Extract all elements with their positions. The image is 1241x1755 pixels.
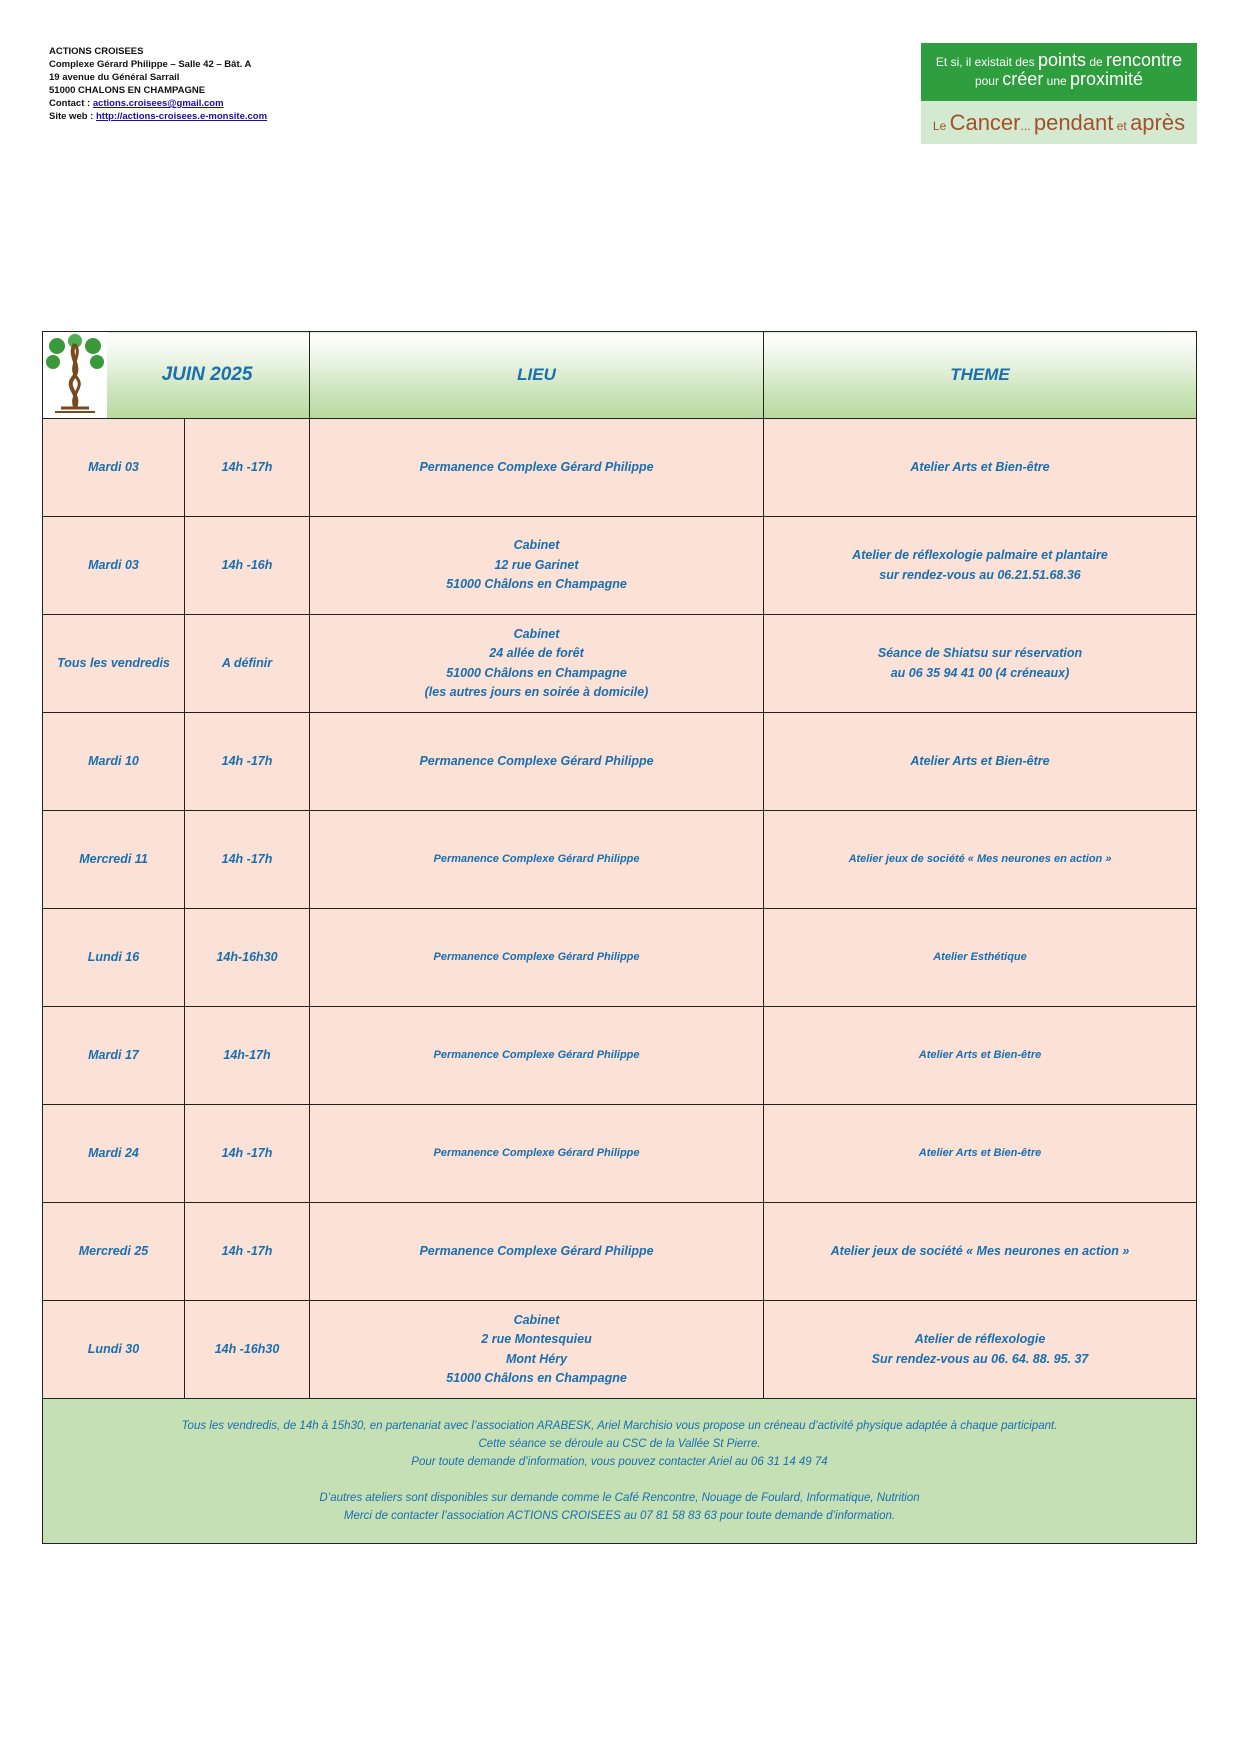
lieu-cell xyxy=(310,419,764,517)
theme-line: Atelier Arts et Bien-être xyxy=(910,459,1050,474)
theme-line: Atelier Arts et Bien-être xyxy=(910,753,1050,768)
table-header-row xyxy=(43,332,1197,419)
lieu-line: (les autres jours en soirée à domicile) xyxy=(424,685,649,699)
banner-text: pour xyxy=(974,74,1003,88)
org-address-2: 19 avenue du Général Sarrail xyxy=(49,72,180,83)
lieu-line: Cabinet xyxy=(513,1312,560,1327)
table-row xyxy=(43,1105,1197,1203)
lieu-cell xyxy=(310,517,764,615)
banner-text: créer xyxy=(1002,69,1044,89)
theme-cell xyxy=(764,811,1197,909)
theme-cell xyxy=(764,713,1197,811)
table-row xyxy=(43,1007,1197,1105)
banner-text: pendant xyxy=(1033,110,1114,135)
day-cell: Tous les vendredis xyxy=(43,615,185,713)
month-header xyxy=(43,332,310,419)
lieu-cell xyxy=(310,1301,764,1399)
footer-line: D’autres ateliers sont disponibles sur demande comme le Café Rencontre, Nouage de Foulard, Informatique, Nutrition xyxy=(319,1492,920,1504)
time-cell: 14h -17h xyxy=(185,811,310,909)
lieu-cell xyxy=(310,1105,764,1203)
time-cell: 14h -16h30 xyxy=(185,1301,310,1399)
banner-text: et xyxy=(1113,119,1131,133)
theme-header: THEME xyxy=(764,332,1197,419)
theme-line: au 06 35 94 41 00 (4 créneaux) xyxy=(890,665,1070,680)
banner-top xyxy=(921,43,1197,101)
footer-spacer xyxy=(43,1471,1196,1489)
lieu-line: Permanence Complexe Gérard Philippe xyxy=(419,753,654,768)
theme-line: Atelier jeux de société « Mes neurones en action » xyxy=(830,1243,1130,1258)
month-title: JUIN 2025 xyxy=(161,364,253,385)
lieu-cell xyxy=(310,909,764,1007)
table-row xyxy=(43,713,1197,811)
theme-line: Atelier Arts et Bien-être xyxy=(918,1048,1042,1061)
theme-cell xyxy=(764,1105,1197,1203)
schedule-table xyxy=(42,331,1197,1544)
banner-text: points xyxy=(1037,50,1087,70)
theme-cell xyxy=(764,1007,1197,1105)
lieu-line: Permanence Complexe Gérard Philippe xyxy=(433,852,640,865)
org-address-3: 51000 CHALONS EN CHAMPAGNE xyxy=(49,85,206,96)
banner-text: une xyxy=(1043,74,1071,88)
lieu-line: 12 rue Garinet xyxy=(494,557,579,572)
banner-line-2 xyxy=(921,69,1197,91)
banner-text: ... xyxy=(1020,119,1034,133)
theme-line: Atelier Arts et Bien-être xyxy=(918,1146,1042,1159)
table-row xyxy=(43,419,1197,517)
banner-text: de xyxy=(1086,55,1107,69)
footer-line: Merci de contacter l’association ACTIONS CROISEES au 07 81 58 83 63 pour toute demande d’information. xyxy=(343,1510,896,1522)
theme-line: Sur rendez-vous au 06. 64. 88. 95. 37 xyxy=(871,1351,1089,1366)
day-cell: Lundi 30 xyxy=(43,1301,185,1399)
footer-note xyxy=(43,1399,1197,1544)
time-cell: 14h-16h30 xyxy=(185,909,310,1007)
table-row xyxy=(43,517,1197,615)
footer-line: Tous les vendredis, de 14h à 15h30, en partenariat avec l’association ARABESK, Ariel Marchisio vous propose un créneau d’activité physique adaptée à chaque participant. xyxy=(181,1420,1058,1432)
time-cell: 14h -17h xyxy=(185,713,310,811)
org-address-1: Complexe Gérard Philippe – Salle 42 – Bât. A xyxy=(49,59,252,70)
lieu-line: Cabinet xyxy=(513,626,560,641)
lieu-line: 2 rue Montesquieu xyxy=(481,1332,592,1346)
banner-text: Cancer xyxy=(949,110,1021,135)
banner-text: rencontre xyxy=(1106,50,1183,70)
theme-cell xyxy=(764,419,1197,517)
contact-email-link[interactable]: actions.croisees@gmail.com xyxy=(92,98,224,109)
lieu-line: Permanence Complexe Gérard Philippe xyxy=(433,1146,640,1159)
table-row xyxy=(43,1301,1197,1399)
time-cell: A définir xyxy=(185,615,310,713)
lieu-cell xyxy=(310,1203,764,1301)
table-row xyxy=(43,615,1197,713)
lieu-header: LIEU xyxy=(310,332,764,419)
lieu-line: Permanence Complexe Gérard Philippe xyxy=(419,1243,654,1258)
day-cell: Mercredi 25 xyxy=(43,1203,185,1301)
theme-cell xyxy=(764,1301,1197,1399)
theme-cell xyxy=(764,909,1197,1007)
theme-cell xyxy=(764,615,1197,713)
theme-line: Atelier de réflexologie xyxy=(914,1332,1046,1346)
time-cell: 14h -16h xyxy=(185,517,310,615)
organization-header xyxy=(49,45,267,123)
contact-label: Contact : xyxy=(49,98,93,109)
lieu-line: 51000 Châlons en Champagne xyxy=(446,665,627,680)
banner-text: après xyxy=(1130,110,1186,135)
time-cell: 14h -17h xyxy=(185,1105,310,1203)
site-label: Site web : xyxy=(49,111,96,122)
site-url-link[interactable]: http://actions-croisees.e-monsite.com xyxy=(95,111,268,122)
theme-line: Atelier Esthétique xyxy=(933,950,1027,963)
theme-line: Séance de Shiatsu sur réservation xyxy=(877,646,1083,660)
table-row xyxy=(43,811,1197,909)
day-cell: Mardi 03 xyxy=(43,419,185,517)
lieu-line: Permanence Complexe Gérard Philippe xyxy=(433,1048,640,1061)
theme-line: Atelier de réflexologie palmaire et plantaire xyxy=(852,548,1108,562)
lieu-cell xyxy=(310,1007,764,1105)
day-cell: Lundi 16 xyxy=(43,909,185,1007)
lieu-line: Permanence Complexe Gérard Philippe xyxy=(433,950,640,963)
lieu-line: 24 allée de forêt xyxy=(489,646,584,660)
lieu-line: 51000 Châlons en Champagne xyxy=(446,577,627,592)
banner-text: Et si, il existait des xyxy=(935,55,1038,69)
table-row xyxy=(43,1203,1197,1301)
footer-line: Cette séance se déroule au CSC de la Vallée St Pierre. xyxy=(478,1438,761,1450)
lieu-cell xyxy=(310,615,764,713)
footer-row xyxy=(43,1399,1197,1544)
day-cell: Mercredi 11 xyxy=(43,811,185,909)
footer-line: Pour toute demande d’information, vous pouvez contacter Ariel au 06 31 14 49 74 xyxy=(411,1456,828,1468)
lieu-cell xyxy=(310,811,764,909)
campaign-banner xyxy=(921,43,1197,144)
banner-text: proximité xyxy=(1070,69,1144,89)
tree-logo-icon xyxy=(43,332,107,418)
lieu-line: 51000 Châlons en Champagne xyxy=(446,1371,627,1385)
time-cell: 14h-17h xyxy=(185,1007,310,1105)
time-cell: 14h -17h xyxy=(185,419,310,517)
lieu-line: Permanence Complexe Gérard Philippe xyxy=(419,459,654,474)
lieu-line: Cabinet xyxy=(513,538,560,553)
theme-cell xyxy=(764,1203,1197,1301)
day-cell: Mardi 17 xyxy=(43,1007,185,1105)
time-cell: 14h -17h xyxy=(185,1203,310,1301)
lieu-cell xyxy=(310,713,764,811)
table-row xyxy=(43,909,1197,1007)
day-cell: Mardi 10 xyxy=(43,713,185,811)
banner-bottom xyxy=(921,101,1197,144)
org-contact xyxy=(49,97,267,110)
org-name: ACTIONS CROISEES xyxy=(49,46,144,57)
org-site xyxy=(49,110,267,123)
day-cell: Mardi 24 xyxy=(43,1105,185,1203)
lieu-line: Mont Héry xyxy=(505,1351,568,1366)
day-cell: Mardi 03 xyxy=(43,517,185,615)
banner-line-1 xyxy=(921,43,1197,72)
theme-line: Atelier jeux de société « Mes neurones en action » xyxy=(848,852,1112,865)
theme-line: sur rendez-vous au 06.21.51.68.36 xyxy=(879,567,1081,582)
theme-cell xyxy=(764,517,1197,615)
banner-text: Le xyxy=(932,119,950,133)
